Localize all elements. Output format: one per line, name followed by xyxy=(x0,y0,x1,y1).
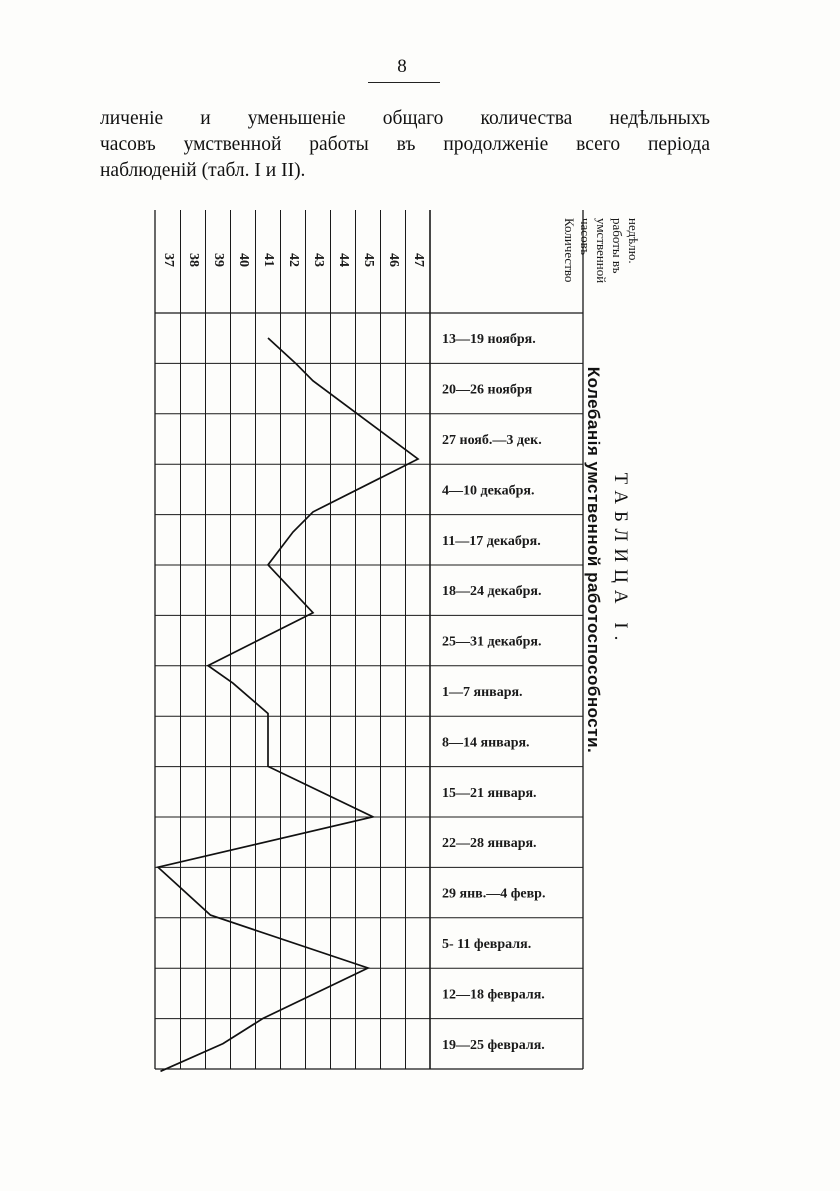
hours-tick-label: 40 xyxy=(235,253,251,267)
week-label: 13—19 ноября. xyxy=(442,332,536,348)
week-label: 4—10 декабря. xyxy=(442,483,535,499)
body-text-line: наблюденій (табл. I и II). xyxy=(100,160,306,181)
hours-tick-label: 38 xyxy=(185,253,201,267)
hours-tick-label: 42 xyxy=(285,253,301,267)
hours-tick-label: 43 xyxy=(310,253,326,267)
week-label: 15—21 января. xyxy=(442,785,537,801)
hours-tick-label: 44 xyxy=(335,253,351,267)
week-label: 22—28 января. xyxy=(442,836,537,852)
week-label: 1—7 января. xyxy=(442,685,523,700)
week-label: 19—25 февраля. xyxy=(442,1037,545,1053)
hours-tick-label: 39 xyxy=(210,253,226,267)
body-text-line: часовъ умственной работы въ продолженіе всего періода xyxy=(100,134,710,155)
week-label: 11—17 декабря. xyxy=(442,533,541,549)
week-label: 20—26 ноября xyxy=(442,382,533,398)
hours-tick-label: 46 xyxy=(385,253,401,267)
table-title: ТАБЛИЦА I. xyxy=(610,472,631,648)
week-label: 8—14 января. xyxy=(442,735,530,751)
week-label: 5- 11 февраля. xyxy=(442,937,532,952)
table-caption xyxy=(582,367,636,754)
hours-tick-label: 41 xyxy=(260,253,276,267)
hours-tick-label: 37 xyxy=(160,253,176,267)
week-label: 25—31 декабря. xyxy=(442,634,542,650)
week-label: 18—24 декабря. xyxy=(442,584,542,600)
hours-series-line xyxy=(158,338,418,1071)
hours-tick-label: 45 xyxy=(360,253,376,267)
hours-tick-label: 47 xyxy=(410,253,426,267)
page-number: 8 xyxy=(397,56,407,77)
hours-axis-label: Количествочасовъумственнойработы вънедѣлю. xyxy=(562,218,641,284)
table-subtitle: Колебанія умственной работоспособности. xyxy=(584,366,603,754)
week-label: 12—18 февраля. xyxy=(442,987,545,1003)
body-text-line: личеніе и уменьшеніе общаго количества недѣльныхъ xyxy=(100,108,710,129)
week-label: 27 нояб.—3 дек. xyxy=(442,433,542,448)
week-label: 29 янв.—4 февр. xyxy=(442,886,546,902)
